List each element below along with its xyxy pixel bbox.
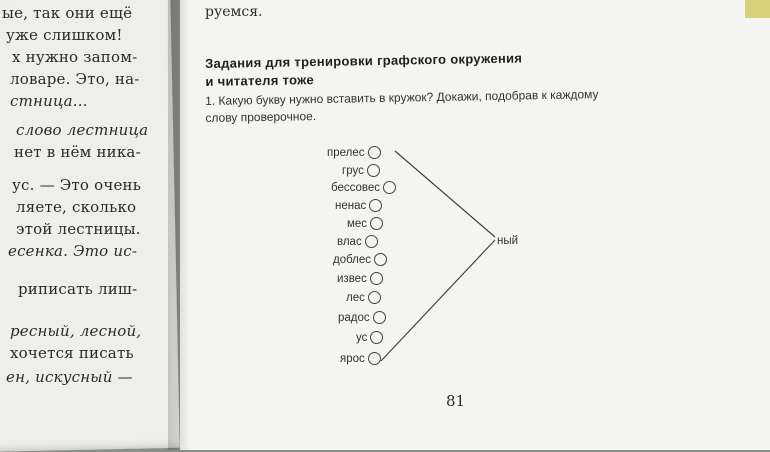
section-title-line: Задания для тренировки графского окружения	[205, 50, 523, 71]
left-line: нет в нём ника-	[14, 143, 141, 161]
task-line: слову проверочное.	[205, 109, 317, 125]
word-label: бессовес	[331, 181, 381, 194]
answer-circle[interactable]	[370, 331, 383, 344]
answer-circle[interactable]	[373, 311, 386, 324]
suffix-label: ный	[497, 235, 519, 247]
word-label: мес	[347, 217, 368, 230]
word-item	[337, 272, 383, 285]
left-line: уже слишком!	[6, 26, 123, 44]
word-item	[338, 311, 386, 324]
left-line: стница...	[10, 92, 88, 110]
left-line: есенка. Это ис-	[8, 242, 138, 260]
answer-circle[interactable]	[368, 352, 381, 365]
word-label: извес	[337, 272, 367, 285]
word-label: ненас	[335, 199, 367, 212]
answer-circle[interactable]	[365, 235, 378, 248]
answer-circle[interactable]	[383, 181, 396, 194]
answer-circle[interactable]	[374, 253, 387, 266]
word-item	[337, 235, 378, 248]
left-line: ые, так они ещё	[2, 4, 133, 22]
top-text: руемся.	[205, 4, 263, 20]
word-label: радос	[338, 311, 370, 324]
page-number: 81	[446, 392, 466, 410]
word-item	[331, 181, 396, 194]
word-label: лес	[346, 291, 365, 304]
word-item	[347, 217, 383, 230]
left-line: ус. — Это очень	[12, 176, 142, 194]
answer-circle[interactable]	[368, 291, 381, 304]
left-line: слово лестница	[16, 121, 149, 139]
answer-circle[interactable]	[370, 272, 383, 285]
word-label: влас	[337, 235, 362, 248]
word-item	[356, 331, 383, 344]
word-item	[340, 352, 381, 365]
left-line: ловаре. Это, на-	[10, 70, 140, 88]
left-line: ресный, лесной,	[10, 322, 142, 340]
connector-line	[381, 240, 495, 361]
answer-circle[interactable]	[367, 164, 380, 177]
word-label: прелес	[327, 146, 365, 159]
left-line: этой лестницы.	[16, 220, 141, 238]
connector-line	[395, 151, 495, 237]
word-item	[333, 253, 387, 266]
word-item	[327, 146, 381, 159]
answer-circle[interactable]	[370, 217, 383, 230]
section-title-line: и читателя тоже	[205, 72, 315, 89]
left-line: х нужно запом-	[12, 48, 138, 66]
word-item	[335, 199, 382, 212]
left-line: ляете, сколько	[16, 198, 137, 216]
word-label: ярос	[340, 352, 365, 365]
word-label: доблес	[333, 253, 372, 266]
word-label: ус	[356, 331, 368, 344]
left-line: риписать лиш-	[18, 280, 138, 298]
left-line: хочется писать	[10, 344, 134, 362]
word-item	[346, 291, 381, 304]
word-label: грус	[342, 164, 364, 177]
answer-circle[interactable]	[368, 146, 381, 159]
answer-circle[interactable]	[369, 199, 382, 212]
left-line: ен, искусный —	[6, 368, 133, 386]
word-item	[342, 164, 380, 177]
task-line: 1. Какую букву нужно вставить в кружок? Докажи, подобрав к каждому	[205, 87, 599, 108]
